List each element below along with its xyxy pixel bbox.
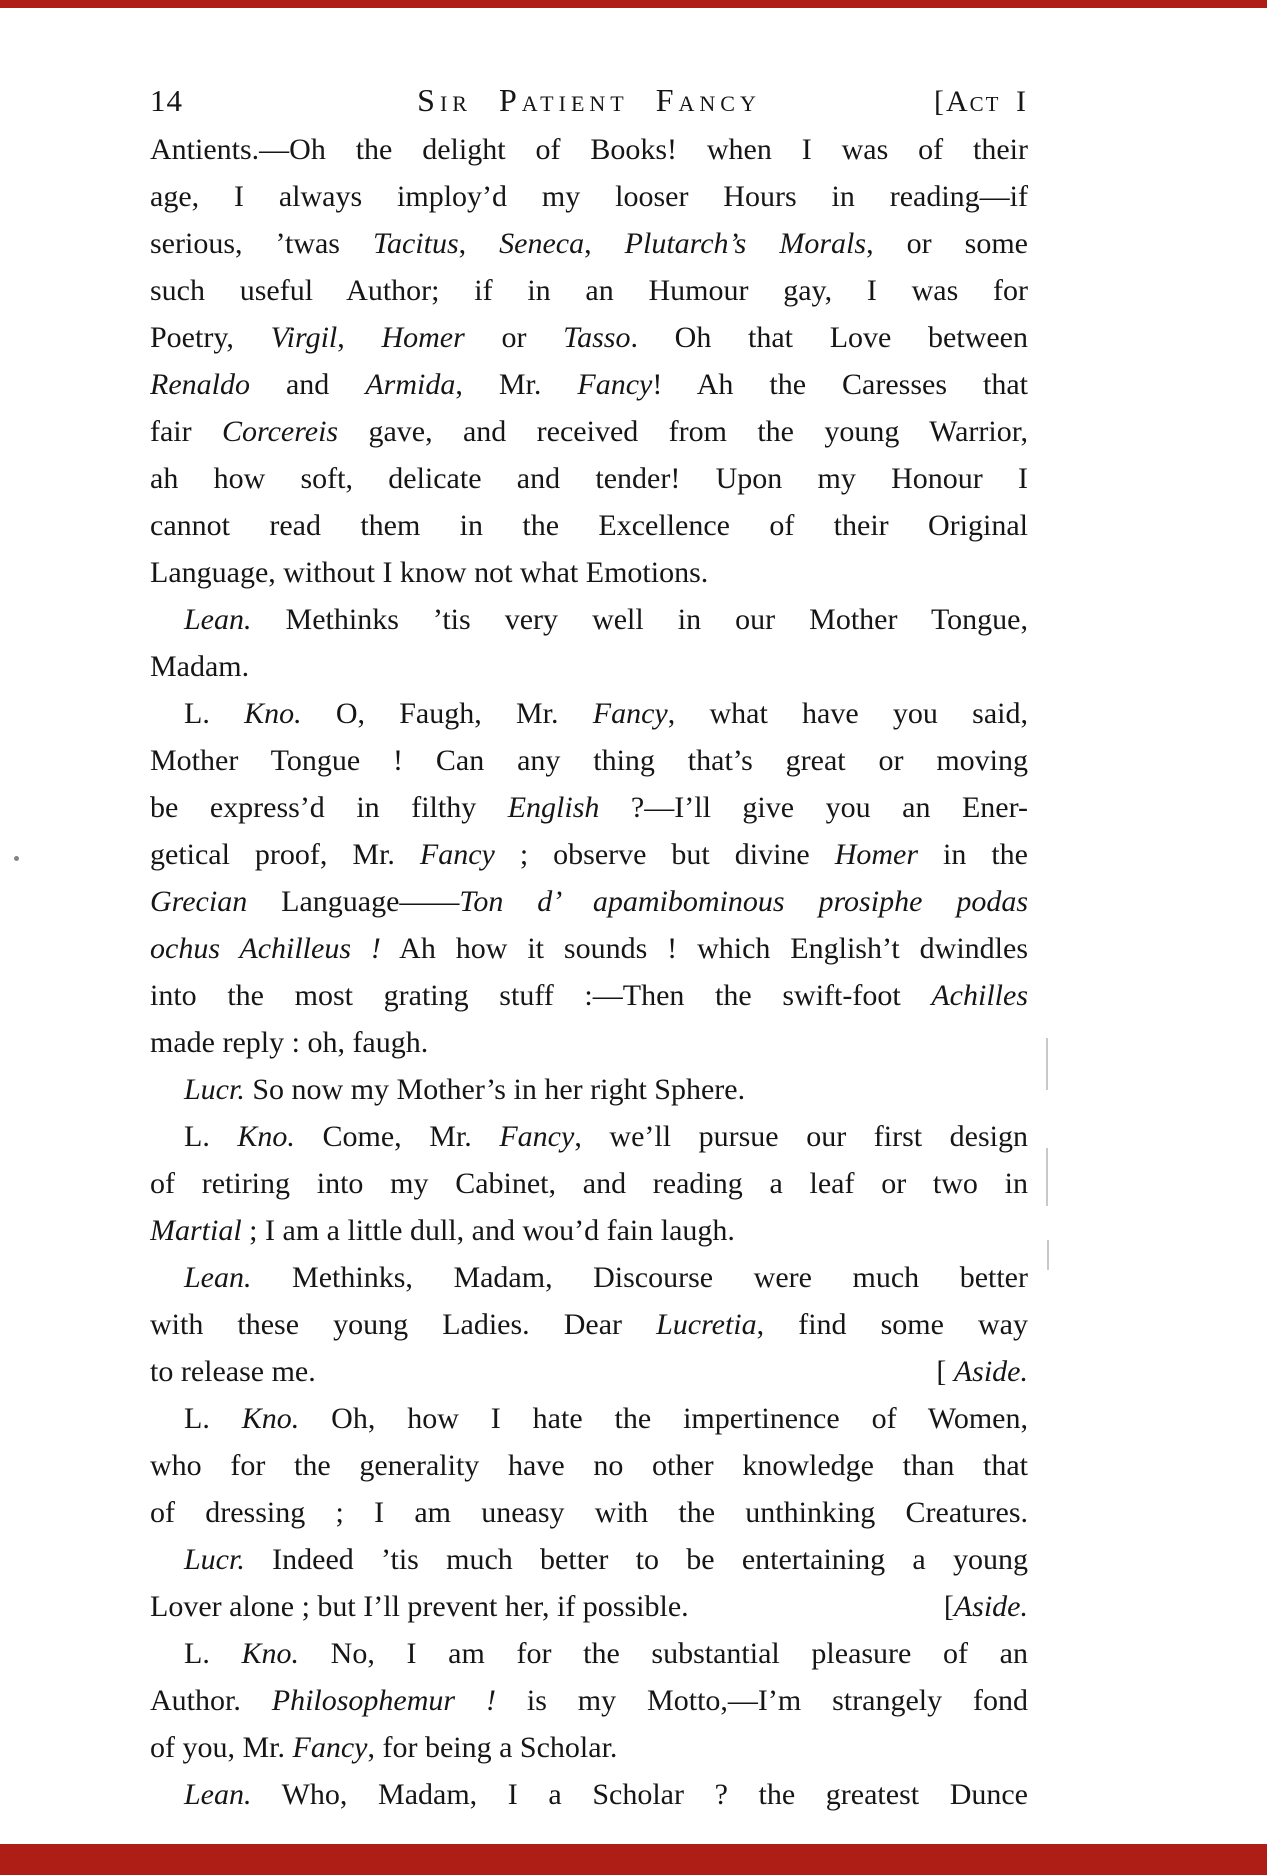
text-run: Poetry, [150, 321, 271, 354]
text-run: O, Faugh, Mr. [301, 697, 593, 730]
text-run: Grecian [150, 885, 248, 918]
text-run: age, I always imploy’d my looser Hours in reading—if [150, 180, 1028, 213]
text-run: Ah how it sounds ! which English’t dwindles [380, 932, 1028, 965]
text-run: Martial [150, 1214, 242, 1247]
text-line [150, 549, 1028, 596]
text-run: Lean. [184, 1261, 252, 1294]
text-run: such useful Author; if in an Humour gay, I was for [150, 274, 1028, 307]
text-line [150, 1395, 1028, 1442]
text-run: made reply : oh, faugh. [150, 1026, 429, 1059]
text-line [150, 1442, 1028, 1489]
text-run: Lucr. [184, 1073, 245, 1106]
text-run: L. [184, 1637, 242, 1670]
text-line [150, 1724, 1028, 1771]
text-run: , for being a Scholar. [367, 1731, 618, 1764]
text-line [150, 1160, 1028, 1207]
text-run: is my Motto,—I’m strangely fond [495, 1684, 1028, 1717]
text-run: Lean. [184, 603, 252, 636]
text-run: Aside. [953, 1590, 1028, 1623]
text-line [150, 643, 1028, 690]
text-run: Who, Madam, I a Scholar ? the greatest Dunce [251, 1778, 1028, 1811]
scan-speck [1046, 1038, 1048, 1090]
running-title: Sir Patient Fancy [417, 82, 761, 118]
stage-direction [936, 1348, 1028, 1395]
text-run: Madam. [150, 650, 250, 683]
text-run: Fancy [292, 1731, 368, 1764]
text-line [150, 831, 1028, 878]
text-line [150, 220, 1028, 267]
text-run: Author. [150, 1684, 272, 1717]
text-run: and [249, 368, 366, 401]
text-run: into the most grating stuff :—Then the swift-foot [150, 979, 932, 1012]
text-run: , or some [866, 227, 1028, 260]
text-run: L. [184, 697, 245, 730]
text-run: L. [184, 1402, 242, 1435]
text-line [150, 1066, 1028, 1113]
text-run: Armida [365, 368, 456, 401]
text-run: [ [943, 1590, 954, 1623]
text-run: English [507, 791, 600, 824]
text-run: who for the generality have no other knowledge than that [150, 1449, 1028, 1482]
text-run: Come, Mr. [294, 1120, 500, 1153]
text-line [150, 314, 1028, 361]
text-run: Fancy [577, 368, 653, 401]
text-line [150, 1348, 1028, 1395]
text-run: Aside. [953, 1355, 1028, 1388]
text-run: Lean. [184, 1778, 252, 1811]
text-line [150, 596, 1028, 643]
text-run: Oh, how I hate the impertinence of Women, [299, 1402, 1028, 1435]
text-run: of dressing ; I am uneasy with the unthinking Creatures. [150, 1496, 1028, 1529]
text-run: L. [184, 1120, 238, 1153]
text-run: No, I am for the substantial pleasure of an [299, 1637, 1028, 1670]
text-line [150, 1301, 1028, 1348]
text-run: Mother Tongue ! Can any thing that’s great or moving [150, 744, 1028, 777]
text-run: [ [936, 1355, 954, 1388]
text-run: Lucretia [656, 1308, 757, 1341]
text-line [150, 408, 1028, 455]
text-run: So now my Mother’s in her right Sphere. [244, 1073, 746, 1106]
text-run: Tasso [563, 321, 631, 354]
text-run: or [464, 321, 564, 354]
text-run: of you, Mr. [150, 1731, 293, 1764]
text-run: Achilles [931, 979, 1028, 1012]
text-line [150, 690, 1028, 737]
text-line [150, 1677, 1028, 1724]
text-run: Kno. [241, 1637, 300, 1670]
text-line [150, 361, 1028, 408]
text-run: Lover alone ; but I’ll prevent her, if possible. [150, 1590, 689, 1623]
text-run: Language—— [247, 885, 460, 918]
text-run: Seneca [499, 227, 585, 260]
scan-speck [1047, 1240, 1049, 1270]
act-label: [Act I [934, 85, 1028, 118]
text-run: Corcereis [222, 415, 339, 448]
text-line [150, 878, 1028, 925]
text-line [150, 502, 1028, 549]
text-run: serious, ’twas [150, 227, 374, 260]
text-line [150, 1254, 1028, 1301]
text-run: Tacitus [373, 227, 459, 260]
text-run: . Oh that Love between [630, 321, 1028, 354]
text-run: Kno. [237, 1120, 295, 1153]
text-line [150, 1630, 1028, 1677]
text-run: cannot read them in the Excellence of their Original [150, 509, 1028, 542]
text-run: Indeed ’tis much better to be entertaining a young [244, 1543, 1028, 1576]
text-run: , find some way [756, 1308, 1028, 1341]
stage-direction [944, 1583, 1028, 1630]
text-run: Homer [381, 321, 465, 354]
text-run: with these young Ladies. Dear [150, 1308, 657, 1341]
text-run: , what have you said, [667, 697, 1028, 730]
text-run: , [458, 227, 500, 260]
scan-edge-bottom [0, 1844, 1267, 1875]
running-header [150, 82, 1028, 119]
text-line [150, 1583, 1028, 1630]
text-run: Ton d’ apamibominous prosiphe podas [459, 885, 1028, 918]
page-body [150, 126, 1028, 1818]
text-line [150, 173, 1028, 220]
text-run: ; observe but divine [494, 838, 835, 871]
text-run: ochus Achilleus ! [150, 932, 381, 965]
text-run: Philosophemur ! [271, 1684, 496, 1717]
text-run: Lucr. [184, 1543, 245, 1576]
text-run: in the [918, 838, 1028, 871]
dialogue-text [150, 1583, 689, 1630]
scan-edge-top [0, 0, 1267, 8]
text-run: gave, and received from the young Warrior, [338, 415, 1028, 448]
text-run: , [584, 227, 625, 260]
text-line [150, 126, 1028, 173]
text-run: be express’d in filthy [150, 791, 508, 824]
text-run: getical proof, Mr. [150, 838, 420, 871]
text-run: Plutarch’s Morals [624, 227, 867, 260]
text-run: Homer [834, 838, 919, 871]
dialogue-text [150, 1348, 316, 1395]
text-run: Language, without I know not what Emotions. [150, 556, 709, 589]
text-run: , Mr. [455, 368, 578, 401]
text-run: Virgil [270, 321, 338, 354]
text-line [150, 925, 1028, 972]
page-number: 14 [150, 83, 183, 118]
text-run: Renaldo [150, 368, 250, 401]
text-run: fair [150, 415, 223, 448]
text-line [150, 1771, 1028, 1818]
text-line [150, 1536, 1028, 1583]
text-line [150, 1207, 1028, 1254]
text-run: ; I am a little dull, and wou’d fain laugh. [241, 1214, 735, 1247]
text-run: Antients.—Oh the delight of Books! when I was of their [150, 133, 1028, 166]
text-line [150, 784, 1028, 831]
text-line [150, 972, 1028, 1019]
scan-speck [1046, 1148, 1048, 1206]
text-run: of retiring into my Cabinet, and reading a leaf or two in [150, 1167, 1028, 1200]
text-run: ! Ah the Caresses that [652, 368, 1028, 401]
text-run: Kno. [241, 1402, 300, 1435]
text-line [150, 737, 1028, 784]
text-run: , we’ll pursue our first design [574, 1120, 1028, 1153]
text-run: Fancy [419, 838, 495, 871]
text-run: Methinks ’tis very well in our Mother Tongue, [251, 603, 1028, 636]
scan-speck [14, 856, 19, 861]
text-run: ?—I’ll give you an Ener- [599, 791, 1028, 824]
text-run: Kno. [244, 697, 302, 730]
text-run: Methinks, Madam, Discourse were much better [251, 1261, 1028, 1294]
text-run: ah how soft, delicate and tender! Upon my Honour I [150, 462, 1028, 495]
text-line [150, 1489, 1028, 1536]
text-line [150, 1113, 1028, 1160]
text-line [150, 1019, 1028, 1066]
text-run: to release me. [150, 1355, 316, 1388]
text-run: Fancy [592, 697, 668, 730]
text-run: , [337, 321, 382, 354]
text-line [150, 455, 1028, 502]
text-line [150, 267, 1028, 314]
text-run: Fancy [499, 1120, 575, 1153]
